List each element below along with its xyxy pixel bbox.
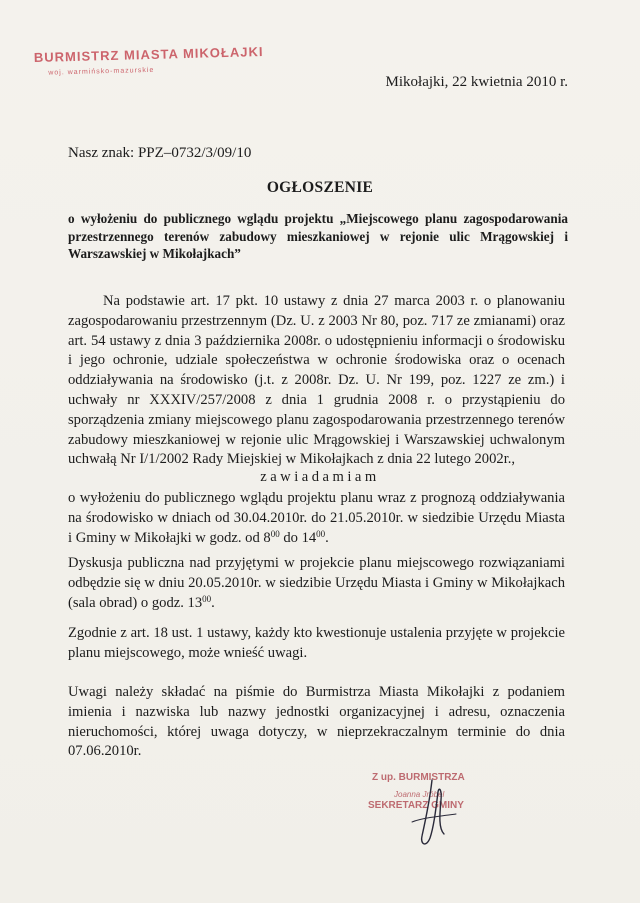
signature-stamp-name: Joanna Jróbel — [394, 790, 445, 799]
signature-stamp-line1: Z up. BURMISTRZA — [372, 772, 465, 783]
paragraph-exhibition-text: o wyłożeniu do publicznego wglądu projektu planu wraz z prognozą oddziaływania na środowisko w dniach od 30.04.2010r. do 21.05.2010r. w siedzibie Urzędu Miasta i Gminy w Mikołajki w godz. od 8 — [68, 490, 565, 546]
hour-superscript: 00 — [270, 528, 280, 539]
document-date: Mikołajki, 22 kwietnia 2010 r. — [385, 74, 568, 90]
paragraph-legal-basis: Na podstawie art. 17 pkt. 10 ustawy z dnia 27 marca 2003 r. o planowaniu zagospodarowaniu przestrzennym (Dz. U. z 2003 Nr 80, poz. 717 ze zmianami) oraz art. 54 ustawy z dnia 3 października 2008r. o udostępnieniu informacji o środowisku i jego ochronie, udziale społeczeństwa w ochronie środowiska oraz o ocenach oddziaływania na środowisko (j.t. z 2008r. Dz. U. Nr 199, poz. 1227 ze zm.) i uchwały nr XXXIV/257/2008 z dnia 1 grudnia 2008 r. o przystąpieniu do sporządzenia zmiany miejscowego planu zagospodarowania przestrzennego terenów zabudowy mieszkaniowej w rejonie ulic Mrągowskiej i Warszawskiej uchwalonym uchwałą Nr I/1/2002 Rady Miejskiej w Mikołajkach z dnia 22 lutego 2002r., — [68, 293, 565, 468]
paragraph-exhibition-mid: do 14 — [279, 529, 317, 546]
handwritten-signature-icon — [392, 778, 472, 850]
hour-superscript: 00 — [202, 593, 212, 604]
paragraph-exhibition — [68, 489, 565, 548]
hour-superscript: 00 — [316, 528, 326, 539]
paragraph-objections: Zgodnie z art. 18 ust. 1 ustawy, każdy kto kwestionuje ustalenia przyjęte w projekcie planu miejscowego, może wnieść uwagi. — [68, 625, 565, 661]
document-heading: OGŁOSZENIE — [266, 179, 374, 196]
document-subject: o wyłożeniu do publicznego wglądu projektu „Miejscowego planu zagospodarowania przestrzennego terenów zabudowy mieszkaniowej w rejonie ulic Mrągowskiej i Warszawskiej w Mikołajkach” — [68, 211, 568, 262]
office-stamp-subtitle: woj. warmińsko-mazurskie — [48, 66, 155, 77]
signature-stamp-title: SEKRETARZ GMINY — [368, 800, 464, 811]
paragraph-exhibition-end: . — [325, 529, 329, 546]
announcement-word: zawiadamiam — [260, 469, 380, 485]
office-stamp-title: BURMISTRZ MIASTA MIKOŁAJKI — [33, 43, 264, 66]
reference-number: Nasz znak: PPZ–0732/3/09/10 — [68, 145, 252, 161]
office-stamp — [34, 44, 264, 77]
paragraph-discussion-text: Dyskusja publiczna nad przyjętymi w projekcie planu miejscowego rozwiązaniami odbędzie się w dniu 20.05.2010r. w siedzibie Urzędu Miasta i Gminy w Mikołajkach (sala obrad) o godz. 13 — [68, 555, 565, 611]
paragraph-submission: Uwagi należy składać na piśmie do Burmistrza Miasta Mikołajki z podaniem imienia i nazwiska lub nazwy jednostki organizacyjnej i adresu, oznaczenia nieruchomości, której uwaga dotyczy, w nieprzekraczalnym terminie do dnia 07.06.2010r. — [68, 684, 565, 760]
paragraph-discussion — [68, 554, 565, 613]
paragraph-discussion-end: . — [211, 594, 215, 611]
